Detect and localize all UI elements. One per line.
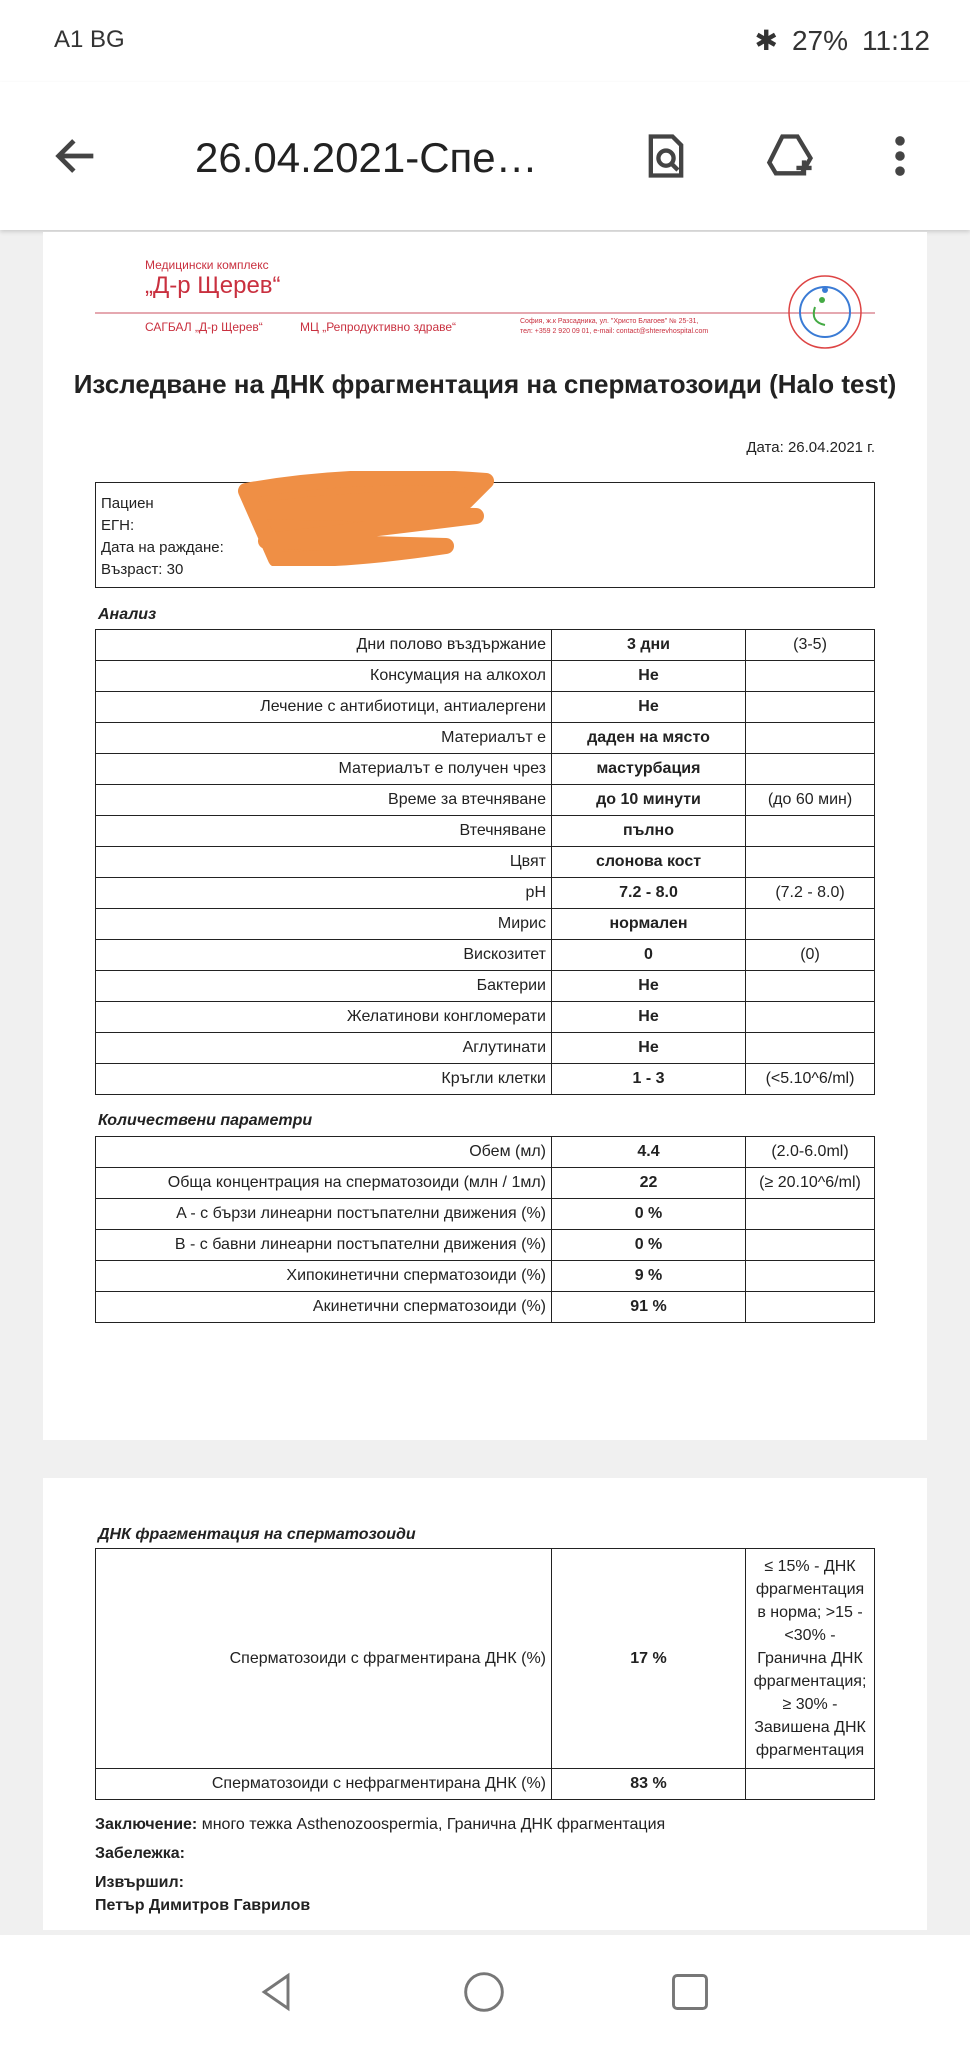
row-label: Желатинови конгломерати — [96, 1002, 552, 1033]
row-reference — [746, 754, 875, 785]
table-row — [96, 723, 875, 754]
row-value: Не — [552, 1033, 746, 1064]
row-label: Акинетични сперматозоиди (%) — [96, 1292, 552, 1323]
report-title: Изследване на ДНК фрагментация на сперматозоиди (Halo test) — [73, 369, 897, 399]
row-label: Време за втечняване — [96, 785, 552, 816]
conclusion-text: много тежка Asthenozoospermia, Гранична ДНК фрагментация — [197, 1816, 666, 1833]
row-label: Обща концентрация на сперматозоиди (млн / 1мл) — [96, 1168, 552, 1199]
clinic-name: „Д-р Щерев“ — [145, 272, 281, 299]
row-reference — [746, 1261, 875, 1292]
table-row — [96, 661, 875, 692]
row-value: 3 дни — [552, 630, 746, 661]
row-label: A - с бързи линеарни постъпателни движения (%) — [96, 1199, 552, 1230]
row-value: 9 % — [552, 1261, 746, 1292]
row-reference — [746, 1292, 875, 1323]
row-value: 4.4 — [552, 1137, 746, 1168]
bluetooth-icon: ✱ — [754, 25, 778, 56]
letterhead — [95, 232, 875, 352]
document-page-2 — [43, 1478, 927, 1930]
table-row — [96, 847, 875, 878]
row-reference: (7.2 - 8.0) — [746, 878, 875, 909]
row-label: Сперматозоиди с нефрагментирана ДНК (%) — [96, 1769, 552, 1800]
redaction-scribble — [236, 471, 501, 566]
performer-name: Петър Димитров Гаврилов — [95, 1897, 311, 1914]
row-reference — [746, 816, 875, 847]
patient-age: Възраст: 30 — [101, 559, 186, 581]
row-label: Материалът е получен чрез — [96, 754, 552, 785]
row-reference: (до 60 мин) — [746, 785, 875, 816]
row-reference: ≤ 15% - ДНК фрагментация в норма; >15 - <30% - Гранична ДНК фрагментация; ≥ 30% - Завишена ДНК фрагментация — [746, 1549, 875, 1769]
patient-box — [95, 482, 875, 588]
back-arrow-icon[interactable] — [50, 130, 102, 182]
row-label: Консумация на алкохол — [96, 661, 552, 692]
row-label: Дни полово въздържание — [96, 630, 552, 661]
table-row — [96, 692, 875, 723]
row-value: Не — [552, 661, 746, 692]
row-value: даден на място — [552, 723, 746, 754]
table-row — [96, 1168, 875, 1199]
report-date: Дата: 26.04.2021 г. — [746, 439, 875, 456]
more-options-icon[interactable] — [885, 130, 915, 182]
row-label: Аглутинати — [96, 1033, 552, 1064]
row-value: 7.2 - 8.0 — [552, 878, 746, 909]
back-nav-icon[interactable] — [255, 1970, 299, 2014]
row-reference — [746, 1769, 875, 1800]
table-row — [96, 1064, 875, 1095]
toolbar — [0, 82, 970, 230]
quantitative-table — [95, 1136, 875, 1323]
analysis-heading: Анализ — [98, 606, 157, 623]
table-row — [96, 878, 875, 909]
conclusion — [95, 1816, 665, 1834]
row-reference — [746, 909, 875, 940]
row-value: пълно — [552, 816, 746, 847]
performed-label: Извършил: — [95, 1874, 184, 1891]
row-reference: (0) — [746, 940, 875, 971]
patient-birth-label: Дата на раждане: — [101, 537, 227, 559]
add-to-drive-icon[interactable] — [765, 130, 817, 182]
row-value: Не — [552, 971, 746, 1002]
recents-nav-icon[interactable] — [668, 1970, 712, 2014]
row-value: 91 % — [552, 1292, 746, 1323]
row-label: B - с бавни линеарни постъпателни движения (%) — [96, 1230, 552, 1261]
table-row — [96, 1230, 875, 1261]
table-row — [96, 630, 875, 661]
divider — [95, 312, 875, 314]
search-document-icon[interactable] — [640, 130, 692, 182]
row-reference — [746, 1033, 875, 1064]
status-bar — [0, 0, 970, 82]
row-value: 83 % — [552, 1769, 746, 1800]
quantitative-heading: Количествени параметри — [98, 1112, 313, 1129]
row-value: Не — [552, 1002, 746, 1033]
row-value: Не — [552, 692, 746, 723]
row-value: мастурбация — [552, 754, 746, 785]
table-row — [96, 971, 875, 1002]
row-value: слонова кост — [552, 847, 746, 878]
row-reference — [746, 723, 875, 754]
note-label: Забележка: — [95, 1845, 185, 1862]
row-value: 22 — [552, 1168, 746, 1199]
home-nav-icon[interactable] — [462, 1970, 506, 2014]
analysis-table — [95, 629, 875, 1095]
navigation-bar — [0, 1935, 970, 2048]
address2: тел: +359 2 920 09 01, e-mail: contact@shterevhospital.com — [520, 328, 709, 335]
row-reference: (<5.10^6/ml) — [746, 1064, 875, 1095]
row-reference — [746, 971, 875, 1002]
row-label: Цвят — [96, 847, 552, 878]
row-value: 17 % — [552, 1549, 746, 1769]
row-reference: (3-5) — [746, 630, 875, 661]
table-row — [96, 1261, 875, 1292]
address1: София, ж.к Разсадника, ул. "Христо Благоев" № 25-31, — [520, 318, 699, 325]
row-reference — [746, 1002, 875, 1033]
row-reference — [746, 1199, 875, 1230]
carrier: A1 BG — [54, 26, 125, 53]
row-label: Мирис — [96, 909, 552, 940]
table-row — [96, 816, 875, 847]
row-value: 0 % — [552, 1199, 746, 1230]
document-page-1 — [43, 232, 927, 1440]
row-label: Сперматозоиди с фрагментирана ДНК (%) — [96, 1549, 552, 1769]
patient-name-label: Пациен — [101, 493, 157, 515]
row-label: Вискозитет — [96, 940, 552, 971]
table-row — [96, 785, 875, 816]
row-reference — [746, 847, 875, 878]
row-label: pH — [96, 878, 552, 909]
row-reference: (2.0-6.0ml) — [746, 1137, 875, 1168]
letterhead-line1: Медицински комплекс — [145, 258, 269, 272]
battery-percent: 27% — [791, 24, 848, 56]
row-reference: (≥ 20.10^6/ml) — [746, 1168, 875, 1199]
row-label: Лечение с антибиотици, антиалергени — [96, 692, 552, 723]
row-label: Втечняване — [96, 816, 552, 847]
table-row — [96, 940, 875, 971]
table-row — [96, 1549, 875, 1769]
row-value: до 10 минути — [552, 785, 746, 816]
hospital1: САГБАЛ „Д-р Щерев“ — [145, 320, 263, 334]
table-row — [96, 1137, 875, 1168]
clinic-logo-icon — [785, 272, 865, 352]
table-row — [96, 1199, 875, 1230]
table-row — [96, 1002, 875, 1033]
patient-egn-label: ЕГН: — [101, 515, 137, 537]
row-label: Бактерии — [96, 971, 552, 1002]
row-label: Кръгли клетки — [96, 1064, 552, 1095]
row-label: Обем (мл) — [96, 1137, 552, 1168]
dna-table — [95, 1548, 875, 1800]
document-title: 26.04.2021-Спе… — [195, 134, 538, 181]
table-row — [96, 909, 875, 940]
table-row — [96, 754, 875, 785]
row-reference — [746, 1230, 875, 1261]
row-value: нормален — [552, 909, 746, 940]
row-value: 0 — [552, 940, 746, 971]
row-value: 0 % — [552, 1230, 746, 1261]
dna-heading: ДНК фрагментация на сперматозоиди — [98, 1526, 416, 1543]
row-reference — [746, 661, 875, 692]
conclusion-label: Заключение: — [95, 1816, 198, 1833]
row-value: 1 - 3 — [552, 1064, 746, 1095]
row-label: Хипокинетични сперматозоиди (%) — [96, 1261, 552, 1292]
clock: 11:12 — [862, 24, 930, 56]
hospital2: МЦ „Репродуктивно здраве“ — [300, 320, 457, 334]
table-row — [96, 1033, 875, 1064]
table-row — [96, 1292, 875, 1323]
row-label: Материалът е — [96, 723, 552, 754]
row-reference — [746, 692, 875, 723]
table-row — [96, 1769, 875, 1800]
